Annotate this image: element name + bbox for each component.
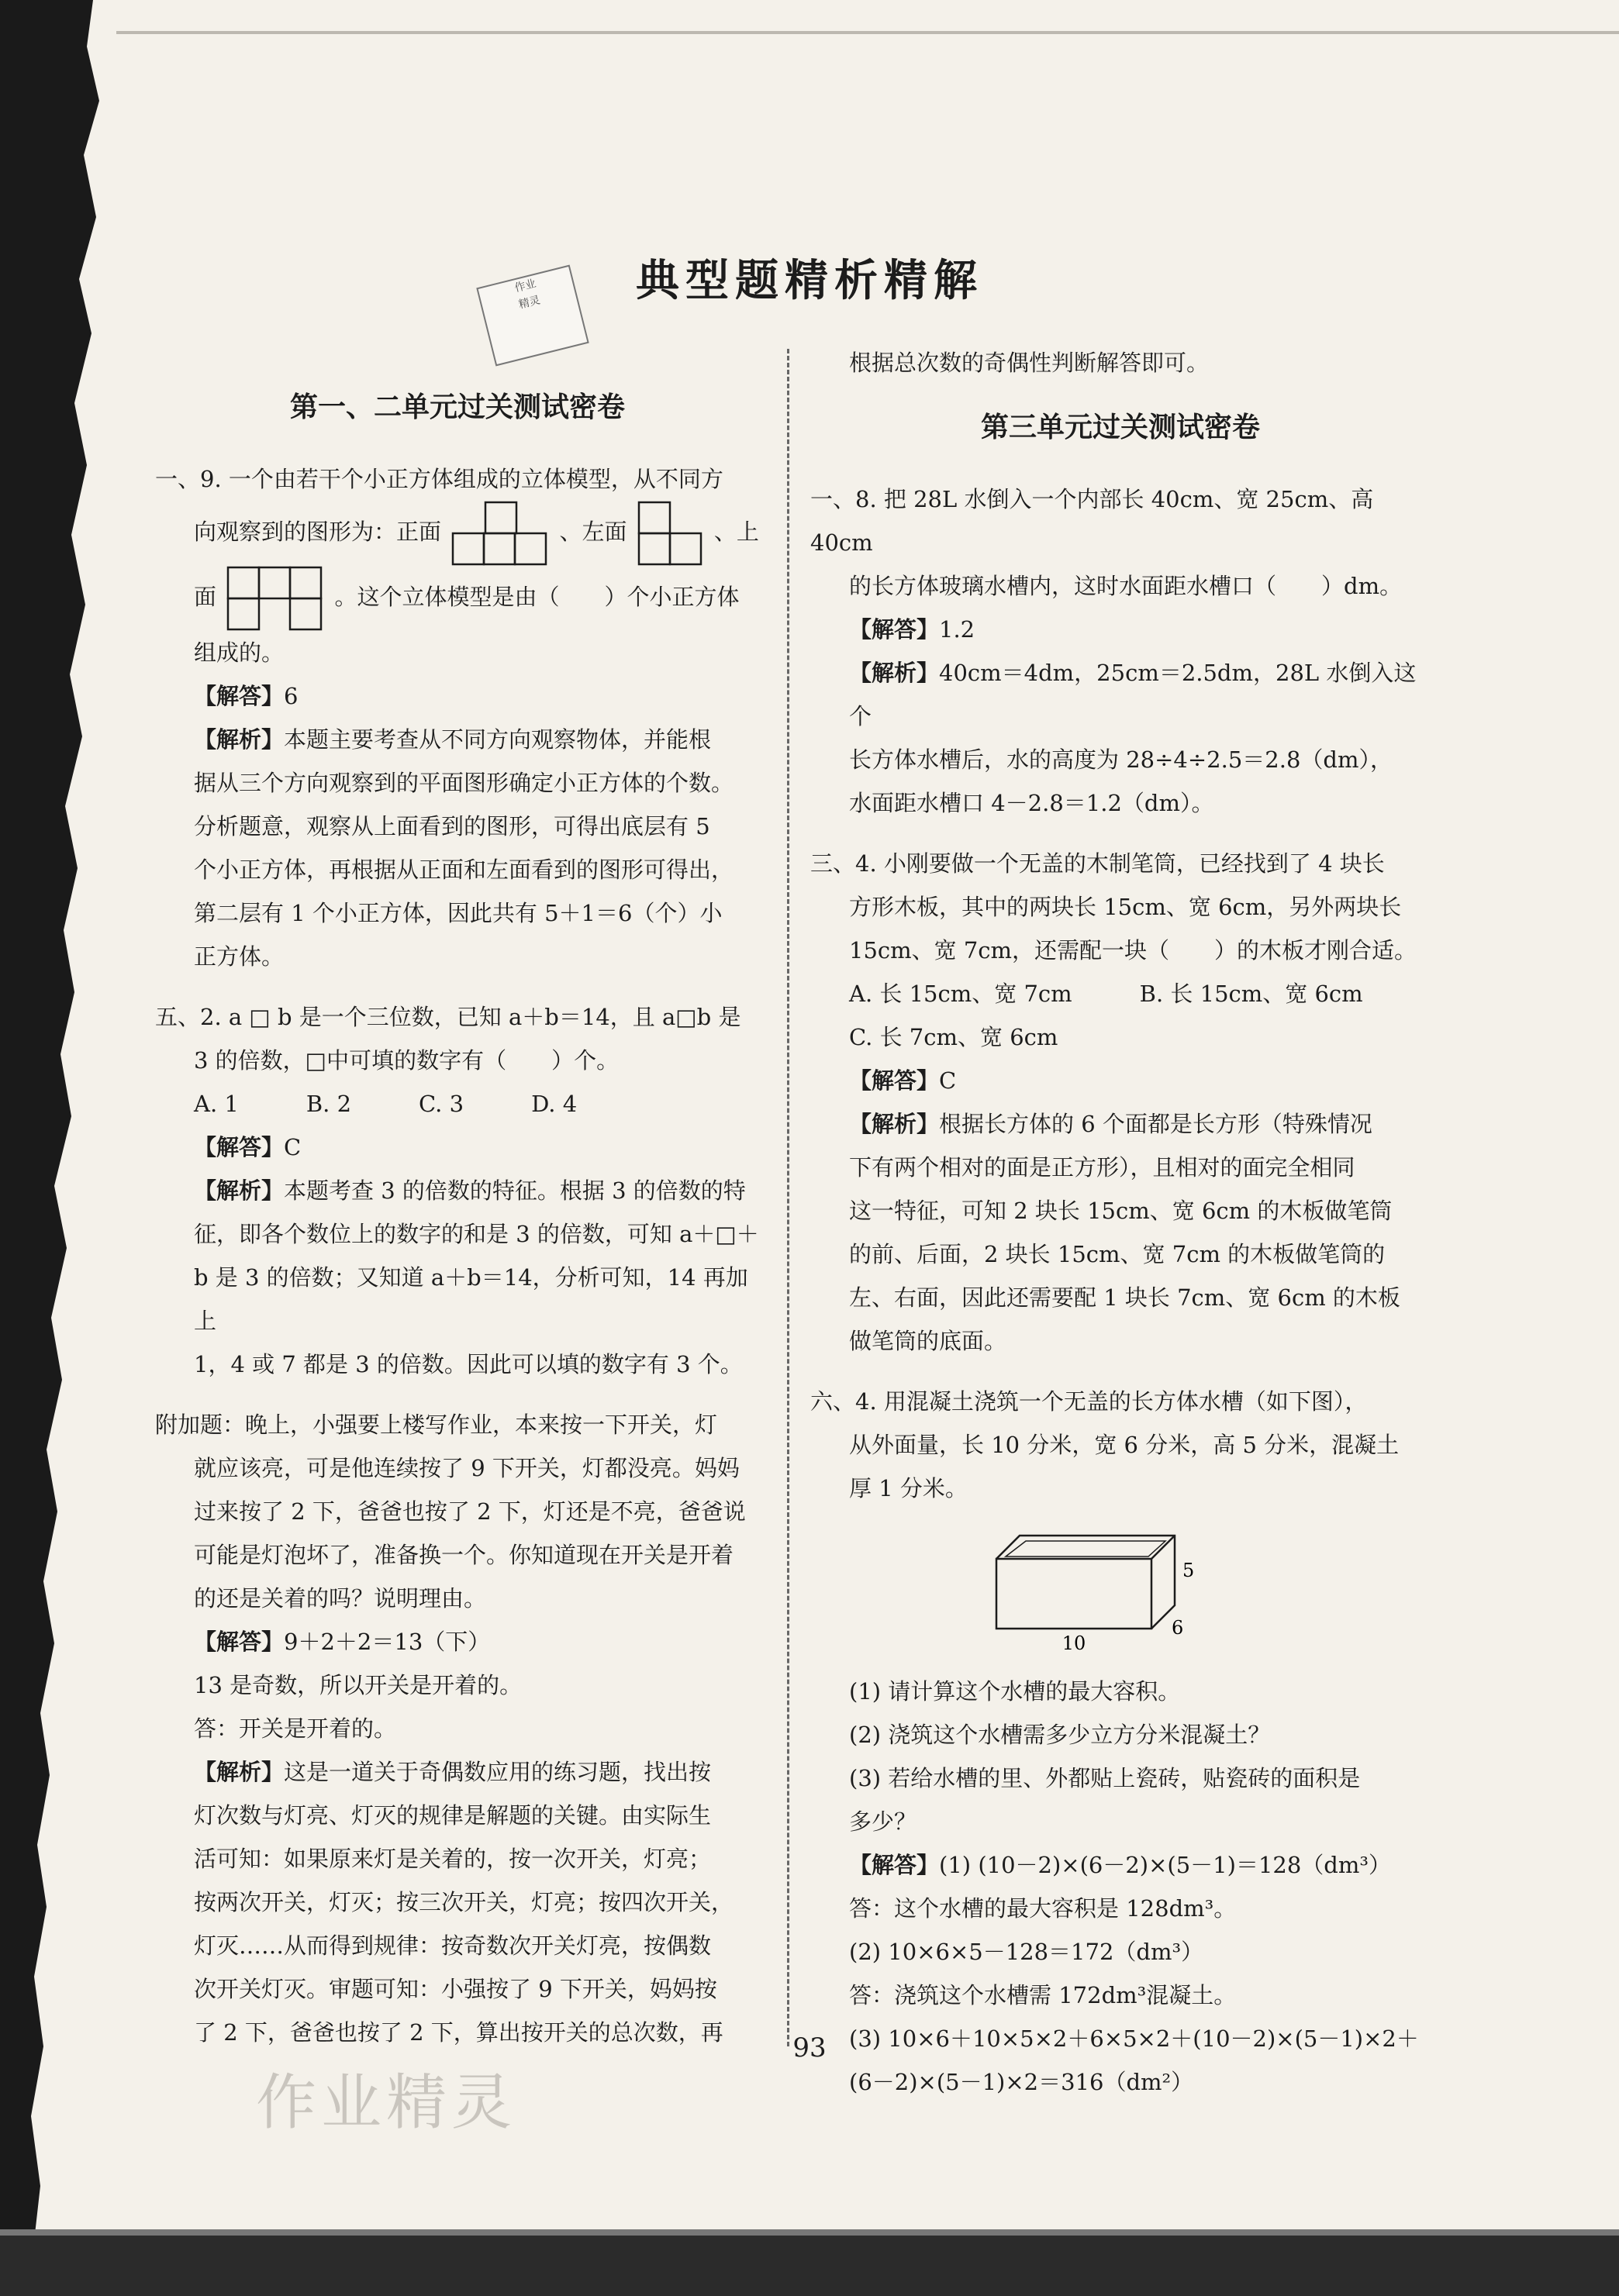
section-title-unit-3: 第三单元过关测试密卷 bbox=[980, 412, 1260, 443]
watermark: 作业精灵 bbox=[256, 2068, 517, 2138]
tank-width-label: 6 bbox=[1172, 1617, 1184, 1639]
torn-page-edge bbox=[0, 0, 109, 2296]
header-rule bbox=[116, 31, 1619, 34]
tank-length-label: 10 bbox=[1061, 1632, 1086, 1654]
continued-text: 根据总次数的奇偶性判断解答即可。 bbox=[849, 350, 1210, 376]
bottom-edge bbox=[0, 2236, 1619, 2296]
page-title: 典型题精析精解 bbox=[636, 256, 983, 306]
question-light-switch: 附加题：晚上，小强要上楼写作业，本来按一下开关，灯 就应该亮，可是他连续按了 9 下开关，灯都没亮。妈妈 过来按了 2 下，爸爸也按了 2 下，灯还是不亮，爸爸说 可能是灯泡坏了，准备换一个。你知道现在开关是开着 的还是关着的吗？说明理由。 【解答】9＋2＋2＝13（下） 13 是奇数，所以开关是开着的。 答：开关是开着的。 【解析】这是一道关于奇偶数应用的练习题，找出按 灯次数与灯亮、灯灭的规律是解题的关键。由实际生 活可知：如果原来灯是关着的，按一次开关，灯亮； 按两次开关，灯灭；按三次开关，灯亮；按四次开关， 灯灭……从而得到规律：按奇数次开关灯亮，按偶数 次开关灯灭。审题可知：小强按了 9 下开关，妈妈按 了 2 下，爸爸也按了 2 下，算出按开关的总次数，再 bbox=[155, 1412, 746, 2046]
section-title-units-1-2: 第一、二单元过关测试密卷 bbox=[289, 391, 625, 423]
question-views: 一、9. 一个由若干个小正方体组成的立体模型，从不同方 向观察到的图形为：正面 、左面 、上 面 。这个立体模型是由（ ）个小正方体 组成的。 【解答】6 【解析】本题主要考查从不同方向观察物体，并能根 据从三个方向观察到的平面图形确定小正方体的个数。 分析题意，观察从上面看到的图形，可得出底层有 5 个小正方体，再根据从正面和左面看到的图形可得出， 第二层有 1 个小正方体，因此共有 5＋1＝6（个）小 正方体。 bbox=[155, 466, 759, 970]
bottom-edge-shadow bbox=[0, 2229, 1619, 2236]
workbook-stamp: 作业 精灵 bbox=[476, 265, 589, 367]
question-concrete-tank: 六、4. 用混凝土浇筑一个无盖的长方体水槽（如下图）， 从外面量，长 10 分米，宽 6 分米，高 5 分米，混凝土 厚 1 分米。 10 6 5 (1) 请计算这个水槽的最大容积。 (2) 浇筑这个水槽需多少立方分米混凝土？ (3) 若给水槽的里、外都贴上瓷砖，贴瓷砖的面积是 多少？ 【解答】(1) (10－2)×(6－2)×(5－1)＝128（dm³） 答：这个水槽的最大容积是 128dm³。 (2) 10×6×5－128＝172（dm³） 答：浇筑这个水槽需 172dm³混凝土。 (3) 10×6＋10×5×2＋6×5×2＋(10－2)×(5－1)×2＋ (6－2)×(5－1)×2＝316（dm²） bbox=[810, 1388, 1419, 2095]
left-column bbox=[155, 364, 760, 2054]
tank-figure bbox=[989, 1524, 1206, 1656]
question-pen-holder: 三、4. 小刚要做一个无盖的木制笔筒，已经找到了 4 块长 方形木板，其中的两块长 15cm、宽 6cm，另外两块长 15cm、宽 7cm，还需配一块（ ）的木板才刚合适。 A. 长 15cm、宽 7cm B. 长 15cm、宽 6cm C. 长 7cm、宽 6cm 【解答】C 【解析】根据长方体的 6 个面都是长方形（特殊情况 下有两个相对的面是正方形），且相对的面完全相同 这一特征，可知 2 块长 15cm、宽 6cm 的木板做笔筒 的前、后面，2 块长 15cm、宽 7cm 的木板做笔筒的 左、右面，因此还需要配 1 块长 7cm、宽 6cm 的木板 做笔筒的底面。 bbox=[810, 850, 1417, 1354]
tank-height-label: 5 bbox=[1182, 1560, 1195, 1581]
page-number: 93 bbox=[792, 2032, 827, 2063]
top-view-figure bbox=[226, 566, 324, 631]
front-view-figure bbox=[451, 501, 549, 566]
column-divider bbox=[787, 349, 789, 2046]
left-view-figure bbox=[637, 501, 704, 566]
question-water-tank: 一、8. 把 28L 水倒入一个内部长 40cm、宽 25cm、高 40cm 的长方体玻璃水槽内，这时水面距水槽口（ ）dm。 【解答】1.2 【解析】40cm＝4dm，25cm＝2.5dm，28L 水倒入这个 长方体水槽后，水的高度为 28÷4÷2.5＝2.8（dm）， 水面距水槽口 4－2.8＝1.2（dm）。 bbox=[810, 486, 1417, 816]
right-column bbox=[810, 341, 1431, 2104]
question-multiple-of-three: 五、2. a □ b 是一个三位数，已知 a＋b＝14，且 a□b 是 3 的倍数，□中可填的数字有（ ）个。 A. 1 B. 2 C. 3 D. 4 【解答】C 【解析】本题考查 3 的倍数的特征。根据 3 的倍数的特 征，即各个数位上的数字的和是 3 的倍数，可知 a＋□＋ b 是 3 的倍数；又知道 a＋b＝14，分析可知，14 再加上 1，4 或 7 都是 3 的倍数。因此可以填的数字有 3 个。 bbox=[155, 1004, 759, 1377]
